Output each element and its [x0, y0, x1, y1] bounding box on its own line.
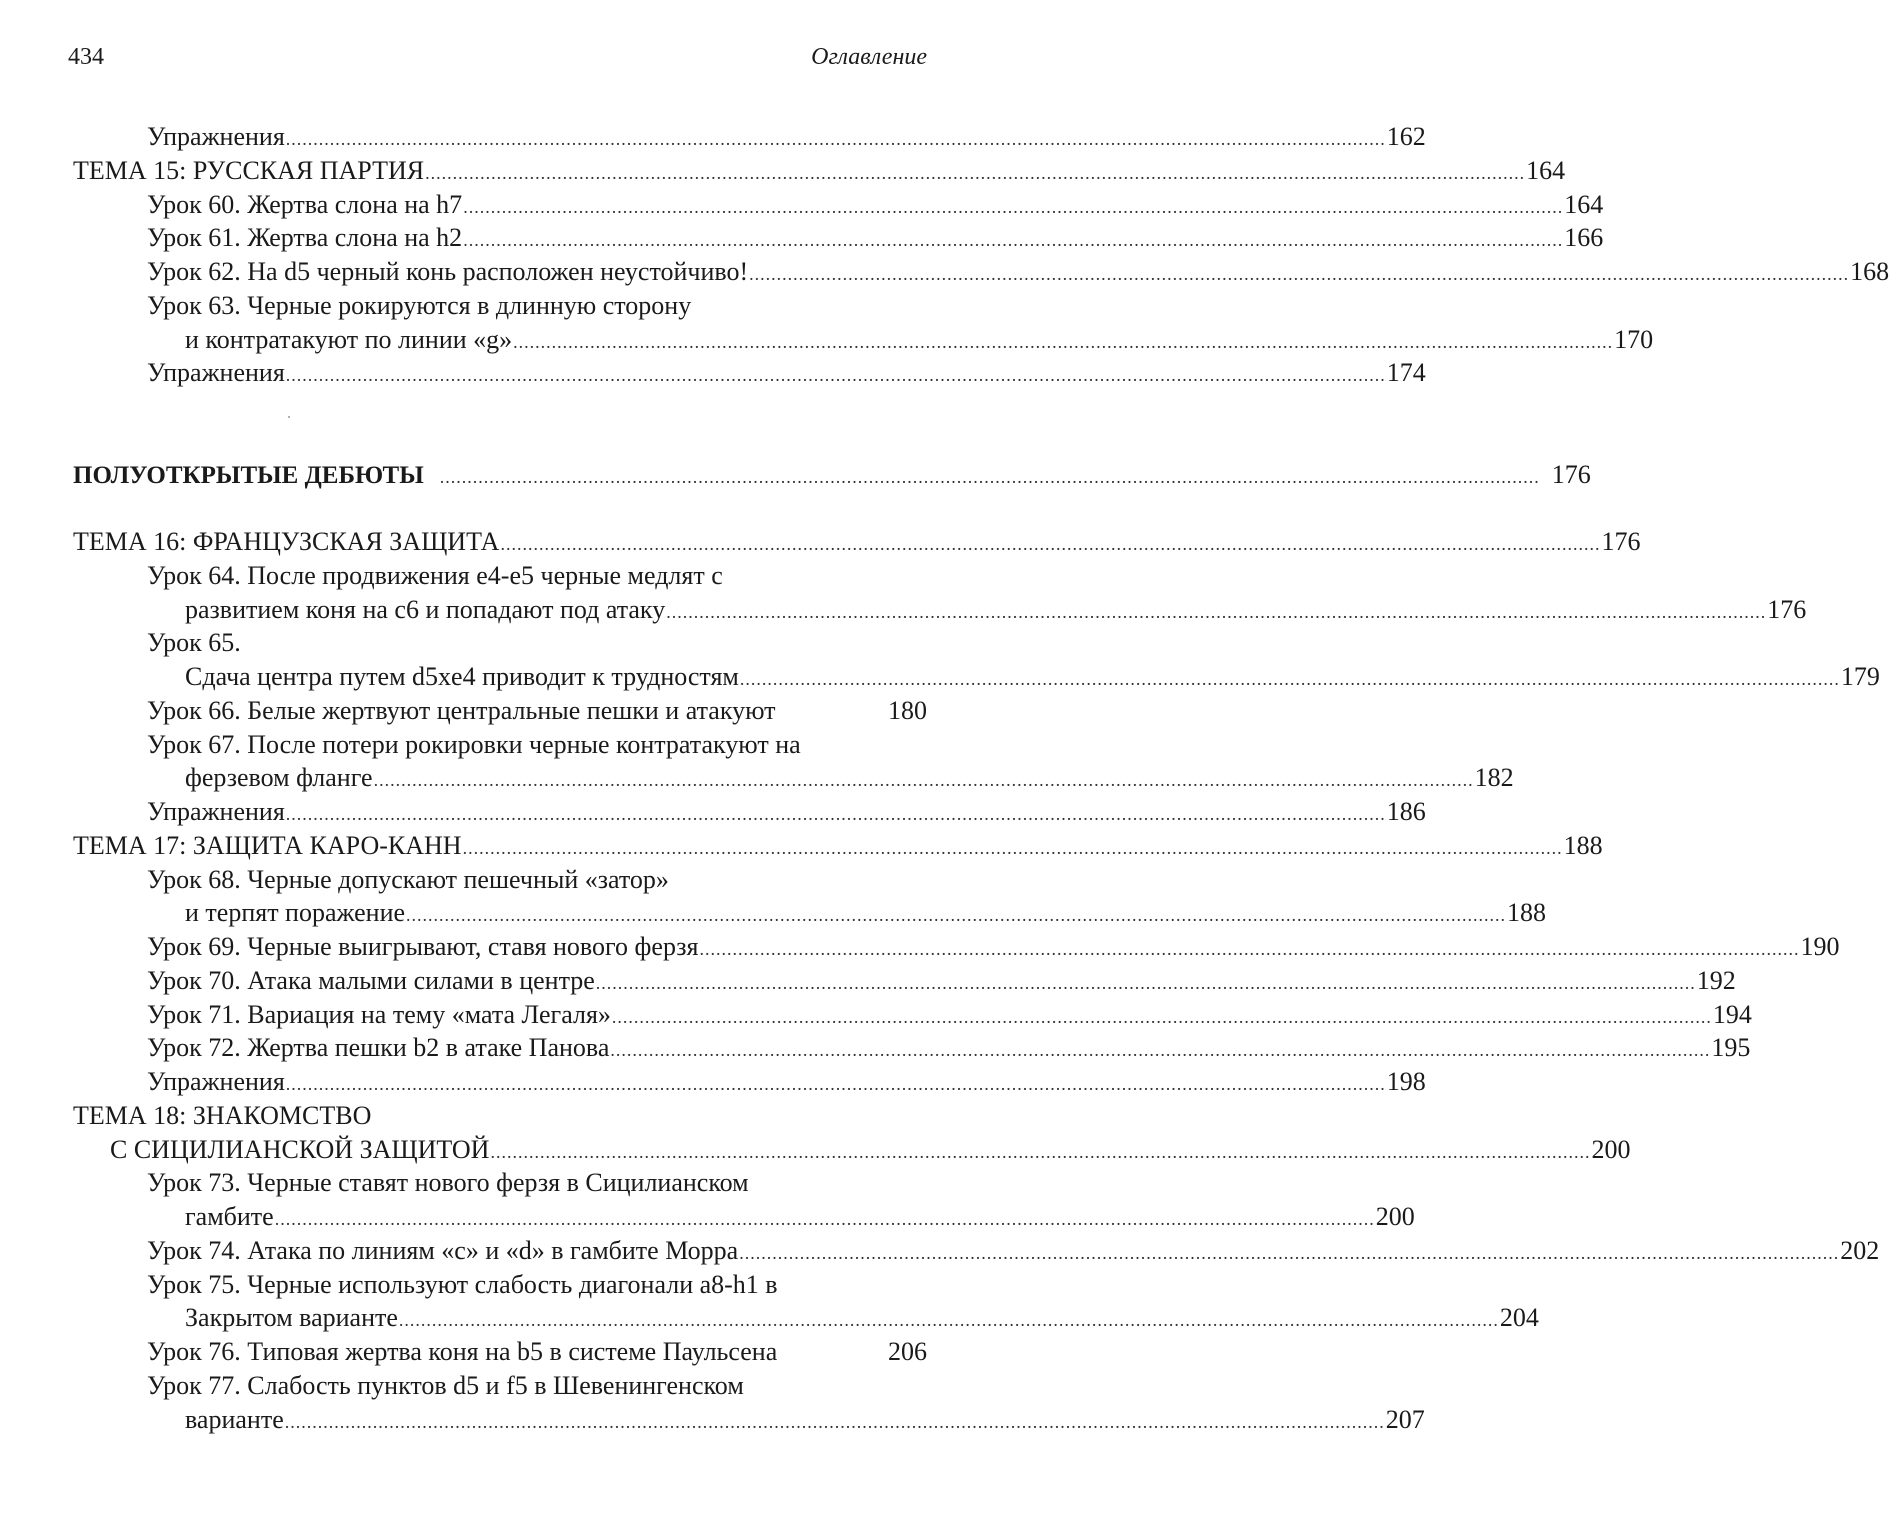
toc-entry	[147, 356, 1426, 390]
dot-leader: ........................................................................................................................................................................................................	[284, 1411, 1385, 1432]
dot-leader: ........................................................................................................................................................................................................	[425, 162, 1526, 183]
entry-title: ТЕМА 16: ФРАНЦУЗСКАЯ ЗАЩИТА	[73, 527, 500, 556]
dot-leader: ........................................................................................................................................................................................................	[463, 230, 1564, 251]
toc-entry	[185, 593, 1807, 627]
dot-leader: ........................................................................................................................................................................................................	[462, 837, 1563, 858]
entry-title: Урок 64. После продвижения e4-e5 черные медлят с	[147, 560, 723, 590]
entry-title: Урок 63. Черные рокируются в длинную сторону	[147, 290, 692, 320]
page-ref: 188	[1507, 898, 1547, 928]
page-ref: 194	[1712, 999, 1752, 1029]
toc-entry	[147, 1369, 927, 1403]
entry-title: Урок 61. Жертва слона на h2	[147, 223, 463, 253]
toc-entry	[147, 289, 927, 323]
entry-title: Упражнения	[147, 1067, 285, 1096]
toc-entry	[147, 221, 1604, 255]
dot-leader: ........................................................................................................................................................................................................	[749, 264, 1850, 284]
page-ref: 168	[1850, 257, 1889, 286]
entry-title: Урок 70. Атака малыми силами в центре	[147, 965, 595, 995]
toc-entry	[147, 863, 927, 897]
toc-entry	[110, 1133, 1631, 1167]
dot-leader: ........................................................................................................................................................................................................	[739, 669, 1840, 689]
toc-entry	[185, 896, 1547, 930]
toc-entry	[147, 1031, 1751, 1065]
dot-leader: ........................................................................................................................................................................................................	[406, 905, 1507, 926]
entry-title: Урок 69. Черные выигрывают, ставя нового ферзя	[147, 932, 699, 961]
toc-entry	[185, 1200, 1415, 1234]
dot-leader: ........................................................................................................................................................................................................	[274, 1209, 1375, 1229]
entry-title: С СИЦИЛИАНСКОЙ ЗАЩИТОЙ	[110, 1134, 490, 1164]
toc-topic	[73, 154, 1566, 188]
entry-title: варианте	[185, 1404, 284, 1434]
page-ref: 182	[1474, 763, 1514, 793]
page-ref: 202	[1840, 1235, 1880, 1265]
toc-entry	[147, 1166, 927, 1200]
entry-title: Урок 66. Белые жертвуют центральные пешки и атакуют	[147, 695, 776, 725]
page-ref: 206	[888, 1337, 927, 1366]
part-heading	[73, 458, 1591, 492]
page-ref: 192	[1696, 965, 1736, 995]
toc-topic	[73, 1099, 927, 1133]
page-ref: 164	[1564, 189, 1604, 219]
dot-leader: ........................................................................................................................................................................................................	[611, 1006, 1712, 1027]
dot-leader: ........................................................................................................................................................................................................	[490, 1141, 1591, 1162]
running-title: Оглавление	[811, 44, 927, 70]
dot-leader: ........................................................................................................................................................................................................	[439, 466, 1540, 487]
page-ref: 176	[1601, 527, 1641, 556]
page-ref: 207	[1385, 1404, 1425, 1434]
page-ref: 176	[1767, 594, 1807, 624]
entry-title: Упражнения	[147, 797, 285, 826]
entry-title: Урок 62. На d5 черный конь расположен неустойчиво!	[147, 257, 749, 286]
page-ref: 198	[1386, 1067, 1426, 1096]
entry-title: ПОЛУОТКРЫТЫЕ ДЕБЮТЫ	[73, 461, 424, 489]
dot-leader: ........................................................................................................................................................................................................	[463, 196, 1564, 217]
entry-title: Урок 75. Черные используют слабость диагонали a8-h1 в	[147, 1269, 778, 1299]
print-speck	[288, 416, 290, 418]
entry-title: Урок 74. Атака по линиям «c» и «d» в гамбите Морра	[147, 1235, 739, 1265]
toc-entry	[185, 323, 1654, 357]
page-ref: 162	[1386, 122, 1426, 151]
toc-entry	[147, 1065, 1426, 1099]
entry-title: и терпят поражение	[185, 898, 406, 928]
dot-leader: ........................................................................................................................................................................................................	[285, 1074, 1386, 1094]
entry-title: Урок 60. Жертва слона на h7	[147, 189, 463, 219]
page-number: 434	[68, 44, 104, 70]
entry-title: Сдача центра путем d5xe4 приводит к трудностям	[185, 662, 739, 691]
entry-title: Упражнения	[147, 358, 285, 388]
entry-title: Урок 65.	[147, 628, 241, 658]
entry-title: Урок 73. Черные ставят нового ферзя в Сицилианском	[147, 1168, 749, 1198]
toc-entry	[185, 1403, 1425, 1437]
toc-entry	[147, 964, 1736, 998]
entry-title: Урок 67. После потери рокировки черные контратакуют на	[147, 729, 801, 759]
toc-entry	[147, 1234, 1880, 1268]
dot-leader: ........................................................................................................................................................................................................	[500, 534, 1601, 554]
toc-entry	[147, 694, 927, 728]
entry-title: Урок 68. Черные допускают пешечный «затор»	[147, 864, 669, 894]
dot-leader: ........................................................................................................................................................................................................	[666, 601, 1767, 622]
toc-entry	[185, 1301, 1539, 1335]
toc-topic	[73, 525, 1641, 559]
page-ref: 204	[1499, 1303, 1539, 1333]
toc-entry	[147, 998, 1752, 1032]
entry-title: и контратакуют по линии «g»	[185, 324, 513, 354]
toc-entry	[147, 120, 1426, 154]
dot-leader: ........................................................................................................................................................................................................	[285, 804, 1386, 824]
entry-title: Урок 76. Типовая жертва коня на b5 в системе Паульсена	[147, 1337, 778, 1366]
page-ref: 174	[1386, 358, 1426, 388]
entry-title: развитием коня на c6 и попадают под атаку	[185, 594, 666, 624]
toc-entry	[147, 728, 927, 762]
toc-entry	[185, 660, 1880, 694]
entry-title: Урок 77. Слабость пунктов d5 и f5 в Шевенингенском	[147, 1370, 744, 1400]
page-ref: 166	[1564, 223, 1604, 253]
page-ref: 180	[888, 695, 927, 725]
dot-leader: ........................................................................................................................................................................................................	[373, 770, 1474, 791]
entry-title: гамбите	[185, 1202, 274, 1231]
toc-entry	[147, 1335, 927, 1369]
page-ref: 179	[1840, 662, 1880, 691]
entry-title: Закрытом варианте	[185, 1303, 398, 1333]
toc-entry	[147, 626, 927, 660]
page-ref: 200	[1375, 1202, 1415, 1231]
toc-topic	[73, 829, 1603, 863]
dot-leader: ........................................................................................................................................................................................................	[398, 1310, 1499, 1331]
toc-entry	[147, 188, 1604, 222]
page-ref: 186	[1386, 797, 1426, 826]
page-ref: 200	[1591, 1134, 1631, 1164]
toc-entry	[147, 1268, 927, 1302]
dot-leader: ........................................................................................................................................................................................................	[739, 1242, 1840, 1263]
dot-leader: ........................................................................................................................................................................................................	[699, 939, 1800, 959]
entry-title: ТЕМА 18: ЗНАКОМСТВО	[73, 1100, 372, 1130]
entry-title: ТЕМА 15: РУССКАЯ ПАРТИЯ	[73, 155, 425, 185]
page-ref: 176	[1551, 459, 1591, 489]
page-ref: 170	[1614, 324, 1654, 354]
dot-leader: ........................................................................................................................................................................................................	[610, 1040, 1711, 1061]
entry-title: Упражнения	[147, 122, 285, 151]
dot-leader: ........................................................................................................................................................................................................	[513, 331, 1614, 352]
dot-leader: ........................................................................................................................................................................................................	[595, 972, 1696, 993]
entry-title: ферзевом фланге	[185, 763, 373, 793]
toc-entry	[147, 255, 1889, 289]
page-ref: 195	[1711, 1033, 1751, 1063]
page-ref: 188	[1563, 830, 1603, 860]
entry-title: Урок 72. Жертва пешки b2 в атаке Панова	[147, 1033, 610, 1063]
toc-entry	[147, 559, 927, 593]
toc-entry	[147, 795, 1426, 829]
page-ref: 164	[1526, 155, 1566, 185]
page-ref: 190	[1800, 932, 1840, 961]
entry-title: Урок 71. Вариация на тему «мата Легаля»	[147, 999, 611, 1029]
dot-leader: ........................................................................................................................................................................................................	[285, 129, 1386, 149]
dot-leader: ........................................................................................................................................................................................................	[285, 365, 1386, 386]
entry-title: ТЕМА 17: ЗАЩИТА КАРО-КАНН	[73, 830, 462, 860]
toc-entry	[147, 930, 1840, 964]
toc-entry	[185, 761, 1514, 795]
